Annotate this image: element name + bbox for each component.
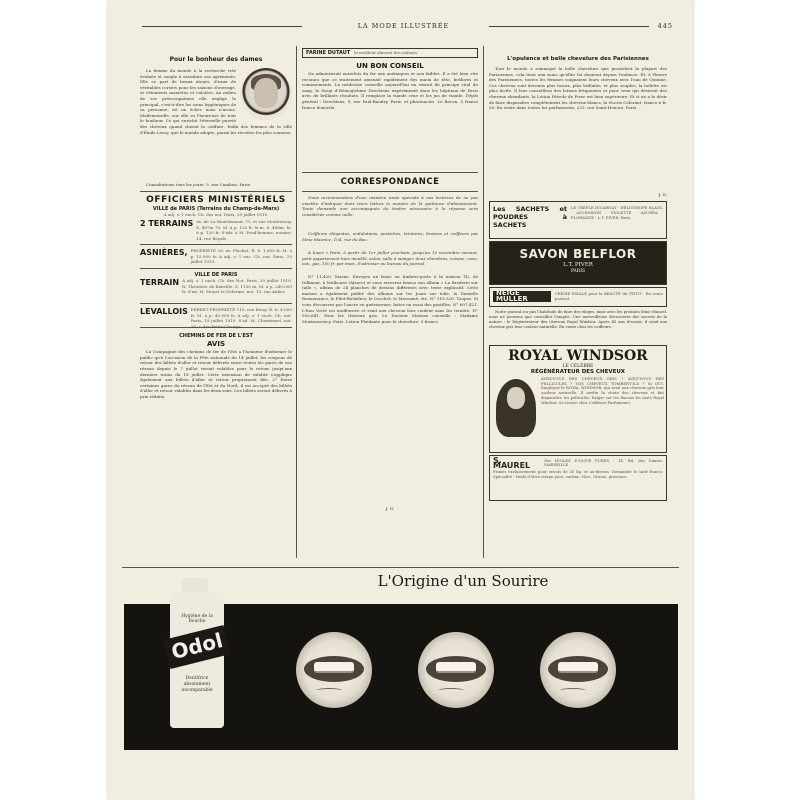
savon-maker: L.T. PIVER [563, 261, 593, 268]
article-bonheur-text: La femme du monde à la recherche très évoluée et souple à satisfaire ses agréments. Elle se part de beaux atours, d'eaux de véritables corsets pour les saisons d'ouvrage, et vêtements manières et culottes. Au milieu de ses préoccupations elle néglige le principal, c'est-à-dire les soins hygiéniques de sa personne, tel un échec nous n'avons. Mademoiselle, sur elle va l'heureuse de tout le bonheur. Ce qui enrichit l'éternelle pureté des cheveux quand choisit la coiffure. Enfin des femmes de la ville d'Émile Leroy, que le monde adopte, parmi les recettes les plus connues. [140, 68, 292, 135]
royal-title: ROYAL WINDSOR [508, 347, 648, 364]
chemins-title: CHEMINS DE FER DE L'EST [179, 333, 253, 340]
divider [140, 244, 292, 245]
bottle-dentifrice-text: Dentifrice absolument incomparable [181, 676, 213, 693]
smile-circle-2 [418, 632, 494, 708]
divider [302, 172, 478, 173]
smile-chin-line [560, 688, 586, 693]
smile-teeth [436, 662, 476, 673]
bottle-hygiene-text: Hygiène de la Bouche [181, 614, 213, 624]
column-left [140, 48, 292, 471]
smile-teeth [314, 662, 354, 673]
correspondance-body: N° 11,420. Marne. Envoyez un franc en timbres-poste à la maison Th. de Dillmont, à Mulhouse (Alsace) et vous recevrez franco son album « La Broderie sur tulle », album de 24 planches de dessins différents avec texte explicatif. Cette maison a également publié des albums sur les Jours sur toile, la Dentelle Renaissance, le Filet-Richelieu, le Crochet, le Macramé, etc. N° 319,520. Toupes. Si vous découvrez pas l'ancre en guérisseuse, faites un essai des pastilles. N° 607.421. L'Eau Verté est inoffensive et rend aux cheveux leur couleur sans les teindre. N° 500,641. Pour les cheveux gris. Le Docteur Matisse conseille : Madame Montmorency, Paris. Lotion Fluidante pour la chevelure, 5 francs. [302, 274, 478, 324]
maurel-text: Primes exclusivement pour envois de 20 kg. et au-dessus. Demander le tarif franco. Spécialité : Huile d'olive vierge pure, surfine, Nice, Grasse, provence. [493, 468, 663, 479]
avis-title: AVIS [206, 340, 225, 349]
ville-paris-text-1: A adj. s' 1 ench. Ch. des not. Paris, 29 juillet 1910. [163, 211, 269, 217]
headline-bonheur: Pour le bonheur des dames [169, 56, 263, 63]
correspondance-signature: J. G. [385, 506, 395, 511]
maurel-ad [489, 455, 667, 501]
farine-name: FARINE DUTAUT [306, 50, 351, 56]
portrait-face [254, 78, 278, 108]
listing-levallois [140, 307, 292, 329]
divider [140, 303, 292, 304]
maurel-title: S. MAUREL [493, 455, 531, 471]
column-right [489, 48, 667, 503]
smile-chin-line [438, 688, 464, 693]
smile-circle-3 [540, 632, 616, 708]
neige-title: NEIGE MULLER [493, 291, 551, 302]
ville-paris-heading-2: VILLE DE PARIS [194, 272, 238, 279]
royal-celebre: LE CÉLÈBRE [562, 363, 594, 369]
banner-title: L'Origine d'un Sourire [377, 572, 549, 590]
listing-asnieres [140, 248, 292, 265]
royal-windsor-ad [489, 345, 667, 453]
asnieres-label: ASNIÈRES, [140, 248, 188, 258]
smile-teeth [558, 662, 598, 673]
conseil-title: UN BON CONSEIL [356, 62, 424, 70]
officiers-title: OFFICIERS MINISTÉRIELS [146, 194, 286, 205]
banner-rule [122, 567, 679, 568]
page-number: 445 [657, 22, 673, 30]
divider [140, 268, 292, 269]
chevelure-signature: J. G. [658, 192, 667, 197]
chevelure-title: L'opulence et belle chevelure des Parisiennes [507, 56, 649, 62]
neige-tagline: CRÈME IDÉALE pour la BEAUTÉ du TEINT · En vente partout [554, 291, 663, 301]
column-rule-1 [296, 46, 297, 558]
farine-dutaut-ad [302, 48, 478, 58]
terrain-label: TERRAIN [140, 278, 180, 288]
neige-muller-ad [489, 287, 667, 307]
terrains-text: Av. de La Bourdonnais 73, et rue Monttessuy. S. 497m 70. M. à p. 120 fr. le m. S. 468m. M. à p. 120 fr. S'adr. à M. Prud'homme, notaire, 14, rue Royale. [196, 219, 292, 241]
conseil-text: On administrait autrefois du fer aux anémiques et aux faibles. Il a été bien vite reconnu que ce traitement amenait rapidement des maux de tête, brûlures et vomissements. La médecine conseille aujourd'hui un extrait de principe vital du sang, le Sirop d'Hémoglobine Deschiens expérimenté dans les hôpitaux de Paris avec de brillants résultats. Il remplace la viande crue et les jus de viande. Dépôt général : Deschiens, 9, rue Paul-Baudry, Paris, et pharmacies. Le flacon, 5 francs franco domicile. [302, 71, 478, 110]
portrait-medallion [240, 68, 292, 120]
farine-tagline: le meilleur aliment des enfants [354, 50, 418, 56]
journal-title: LA MODE ILLUSTRÉE [357, 22, 450, 30]
ville-paris-heading-1: VILLE de PARIS (Terrains du Champ-de-Mars) [152, 205, 280, 212]
page-header [134, 22, 673, 34]
savon-belflor-ad [489, 241, 667, 285]
listing-terrains [140, 219, 292, 241]
listing-terrain [140, 278, 292, 300]
chevelure-text: Tout le monde a remarqué la belle chevelure que possèdent la plupart des Parisiennes, cela tient aux soins qu'elles lui donnent depuis l'enfance. Et, à l'heure des Parisiennes, toutes les femmes soignaient leurs cheveux avec l'eau de Quinine. Ces cheveux sont devenus plus beaux, plus brillants, et plus souples, la toilette est plus facile. Il leur conseillera des lotions fréquentes et pour ceux qui désirent des cheveux abondants, la Lotion Pétrole de Piver est bien supérieure. Et si en a le désir de faire disparaître complètement les cheveux blancs, la Noctis Colorant, franco 6 fr. 50. En vente dans toutes les parfumeries, 225, rue Saint-Honoré, Paris. [489, 66, 667, 111]
odol-bottle [164, 578, 230, 728]
avis-text: La Compagnie des chemins de fer de l'Est a l'honneur d'informer le public qu'à l'occasion de la Fête nationale du 14 juillet, les coupons de retour des billets d'aller et retour délivrés entre toutes les gares de son réseau depuis le 7 juillet seront valables pour le retour jusqu'aux derniers trains du 18 juillet. Cette extension de validité s'applique également aux billets d'aller et retour proprement dits. 2° Entre certaines gares du réseau de l'Est et du Nord, il est accepté des billets d'aller et retour valables dans les deux sens. Ces billets seront délivrés à prix réduits. [140, 349, 292, 399]
royal-regenerateur: RÉGÉNÉRATEUR DES CHEVEUX [530, 368, 626, 375]
terrain-text: A adj. s' 1 ench. Ch. des Not. Paris, 29 juillet 1910. R. Théodore de Banville. S. 1150 m. M. à p. 240.000 fr. S'ad. M. Monet et Delorme, not. 13, rue Auber. [182, 278, 292, 295]
column-rule-2 [483, 46, 484, 558]
bottle-odol-label: Odol [168, 628, 226, 664]
levallois-label: LEVALLOIS [140, 307, 188, 317]
levallois-text: PERRET PROPRIÉTÉ 115, rue Rivay. R. b. 4.000 fr. M. à p. 40.000 fr. A adj. s' 1 ench. Ch. not. Paris, 19 juillet 1910. S'ad. M. Cheminard, not. 56, r. des Petits-Champs. [190, 307, 292, 329]
savon-title: SAVON BELFLOR [519, 246, 637, 261]
correspondance-title: CORRESPONDANCE [340, 177, 440, 187]
notice-text: Notre journal n'a pas l'habitude de faire des éloges, mais avec les produits Mme Maurel, nous ne pouvons que conseiller l'emploi. Une merveilleuse découverte des secrets de la nature : le Régénérateur des cheveux Royal Windsor. Après 40 ans d'essais, il rend aux cheveux gris leur couleur naturelle. En vente chez les coiffeurs. [489, 308, 667, 329]
woman-hair-illustration [492, 377, 538, 437]
savon-city: PARIS [570, 268, 586, 274]
smile-circle-1 [296, 632, 372, 708]
sachets-ad [489, 201, 667, 239]
terrains-label: 2 TERRAINS [140, 219, 194, 229]
column-middle [302, 48, 478, 512]
correspondance-coiffure: Coiffures élégantes, ondulations, postiches, teintures, brosses et coiffeurs par Mme Maurice, 104, rue du Bac. [302, 231, 478, 242]
correspondance-intro: Nous recommandons d'une manière toute spéciale à nos lectrices de ne pas omettre d'indiquer dans leurs lettres le numéro de la quittance d'abonnement. Toute demande non accompagnée du timbre nécessaire à la réponse sera considérée comme nulle. [302, 195, 478, 217]
sachets-title: Les SACHETS et POUDRES à SACHETS [493, 204, 567, 229]
article-bonheur-footer: Consultations tous les jours, 5, rue Cambon, Paris. [146, 182, 252, 187]
newspaper-page [108, 0, 693, 800]
royal-copy: AVEZ-VOUS DES CHEVEUX GRIS ? AVEZ-VOUS DES PELLICULES ? VOS CHEVEUX TOMBENT-ILS ? Si OUI, Employez le ROYAL WINDSOR, qui rend aux cheveux gris leur couleur naturelle. Il arrête la chute des cheveux et fait disparaître les pellicules. Exiger sur les flacons les mots Royal Windsor. Se trouve chez Coiffeurs-Parfumeurs. [541, 375, 664, 406]
smile-chin-line [316, 688, 342, 693]
sachets-list: LE TRÈFLE INCARNAT · HÉLIOTROPE BLANC · ASCENSION · VIOLETTE · AZURÉA · FLORAMYE · L.T. PIVER. Paris. [571, 204, 663, 220]
correspondance-louer: A louer « Paris, à partir du 1er juillet prochain, jusqu'au 15 novembre suivant, petit appartement bien meublé, salon, salle à manger, deux chambres, cuisine, cave, eau, gaz, 150 fr. par mois. S'adresser au bureau du journal. [302, 250, 478, 267]
divider [302, 191, 478, 192]
divider [140, 191, 292, 192]
maurel-tagline: Ses HUILES D'OLIVE PURES · 14, Bd. des Dames, MARSEILLE [544, 457, 663, 468]
asnieres-text: PROPRIÉTÉ 26, av. Flachat. R. b. 1.600 fr. M. à p. 15.000 fr. A adj. s' 1 enc. Ch. not. Paris, 19 juillet 1910. [190, 248, 292, 265]
